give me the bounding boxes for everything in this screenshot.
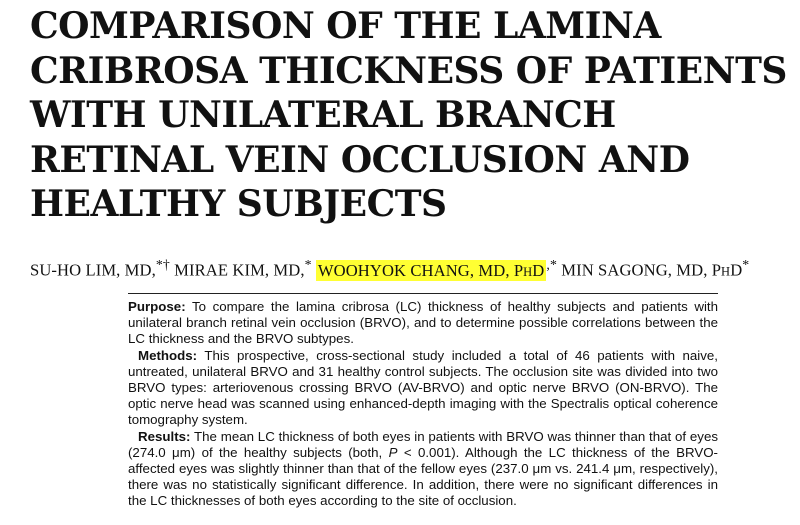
abstract-results xyxy=(128,429,718,510)
section-label: Results: xyxy=(138,428,191,444)
author-affiliation-marks: *† xyxy=(155,257,170,272)
abstract xyxy=(128,299,718,510)
author-name: MIN SAGONG, MD, P xyxy=(561,260,722,280)
author-degree-smallcaps: H xyxy=(523,264,533,279)
author-name: MIRAE KIM, MD, xyxy=(174,260,305,280)
author-degree-end: D xyxy=(730,260,743,280)
p-value-symbol: P xyxy=(388,444,398,460)
section-text: < 0.001). Although the LC thickness of the BRVO-affected eyes was slightly thinner than that of the fellow eyes (237.0 μm vs. 241.4 μm, respectively), there was no statistically significant difference. In addition, there were no significant differences in the LC thicknesses of both eyes according to the site of occlusion. xyxy=(128,444,718,509)
section-text: The mean LC thickness of both eyes in patients with BRVO was thinner than that of eyes (274.0 μm) of the healthy subjects (both, xyxy=(128,428,718,460)
author-affiliation-marks: * xyxy=(304,257,312,272)
author-name: WOOHYOK CHANG, MD, P xyxy=(317,260,524,280)
section-text: This prospective, cross-sectional study included a total of 46 patients with naive, untreated, unilateral BRVO and 31 healthy control subjects. The occlusion site was divided into two BRVO types: arteriovenous crossing BRVO (AV-BRVO) and optic nerve BRVO (ON-BRVO). The optic nerve head was scanned using enhanced-depth imaging with the Spectralis optical coherence tomography system. xyxy=(128,347,718,428)
paper-title: COMPARISON OF THE LAMINA CRIBROSA THICKNESS OF PATIENTS WITH UNILATERAL BRANCH RETINAL VEIN OCCLUSION AND HEALTHY SUBJECTS xyxy=(30,5,787,225)
author-line xyxy=(30,255,800,282)
highlighted-author xyxy=(316,260,547,281)
section-label: Purpose: xyxy=(128,299,186,314)
abstract-methods xyxy=(128,348,718,429)
author-degree-end: D xyxy=(532,260,545,280)
author-name: SU-HO LIM, MD, xyxy=(30,260,156,280)
author-affiliation-marks: ,* xyxy=(546,257,557,272)
abstract-divider xyxy=(128,293,718,294)
author-degree-smallcaps: H xyxy=(721,264,731,279)
section-label: Methods: xyxy=(138,347,198,363)
author-affiliation-marks: * xyxy=(742,257,750,272)
abstract-purpose xyxy=(128,299,718,348)
section-text: To compare the lamina cribrosa (LC) thickness of healthy subjects and patients with unilateral branch retinal vein occlusion (BRVO), and to determine possible correlations between the LC thickness and the BRVO subtypes. xyxy=(128,299,718,347)
